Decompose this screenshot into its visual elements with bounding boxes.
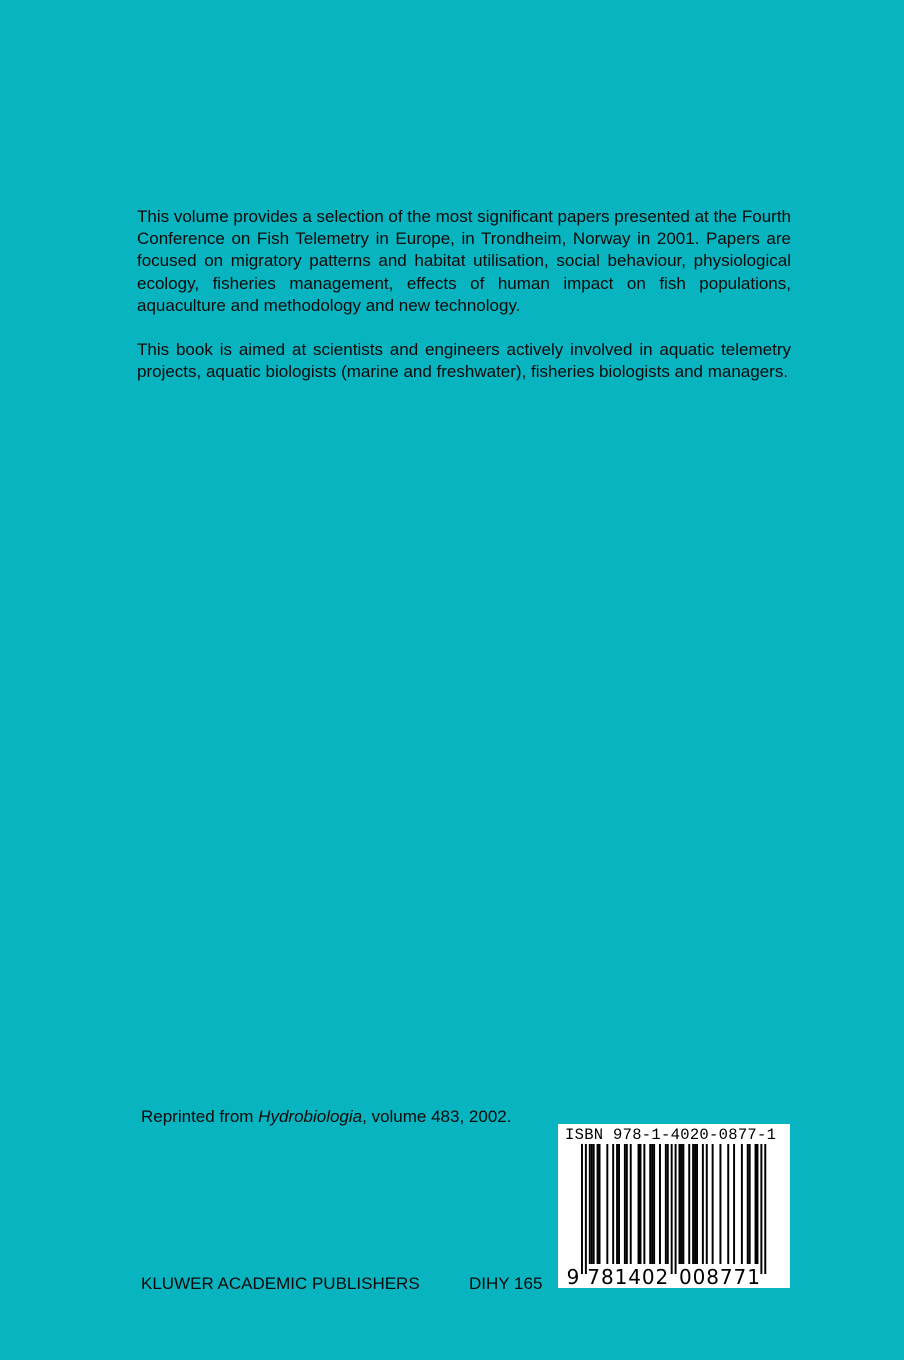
barcode-bar xyxy=(651,1144,653,1264)
series-code: DIHY 165 xyxy=(469,1274,543,1293)
barcode-bar xyxy=(653,1144,655,1264)
publisher-name: KLUWER ACADEMIC PUBLISHERS xyxy=(141,1274,420,1293)
barcode-bar xyxy=(667,1144,669,1264)
barcode-digit: 8 xyxy=(600,1265,614,1288)
barcode-bar xyxy=(741,1144,743,1264)
barcode-bar xyxy=(675,1144,677,1274)
barcode-bar xyxy=(606,1144,608,1264)
barcode-bar xyxy=(682,1144,684,1264)
barcode-bar xyxy=(692,1144,694,1264)
barcode-digit: 0 xyxy=(641,1265,655,1288)
barcode-bar xyxy=(764,1144,766,1274)
barcode-bar xyxy=(727,1144,729,1264)
barcode-digit: 7 xyxy=(733,1265,747,1288)
barcode-bar xyxy=(616,1144,618,1264)
reprint-prefix: Reprinted from xyxy=(141,1107,259,1126)
barcode-bar xyxy=(643,1144,645,1264)
barcode-bar xyxy=(712,1144,714,1264)
barcode-bar xyxy=(680,1144,682,1264)
barcode-digit: 4 xyxy=(628,1265,641,1288)
barcode-bar xyxy=(747,1144,749,1264)
barcode-digit: 1 xyxy=(614,1265,628,1288)
barcode-digit: 1 xyxy=(747,1265,760,1288)
isbn-label: ISBN 978-1-4020-0877-1 xyxy=(565,1126,777,1144)
barcode-bar xyxy=(694,1144,696,1264)
blurb xyxy=(137,206,791,405)
barcode-digit: 2 xyxy=(655,1265,669,1288)
barcode-digit: 0 xyxy=(678,1265,692,1288)
barcode-digit: 9 xyxy=(566,1265,580,1288)
barcode-bar xyxy=(589,1144,591,1264)
barcode-bar xyxy=(593,1144,595,1264)
barcode-bar xyxy=(581,1144,583,1274)
barcode-bar xyxy=(755,1144,757,1264)
barcode-bar xyxy=(624,1144,626,1264)
barcode xyxy=(558,1124,790,1288)
barcode-bar xyxy=(599,1144,601,1264)
reprint-note xyxy=(141,1106,511,1128)
barcode-bar xyxy=(659,1144,661,1264)
barcode-bar xyxy=(688,1144,690,1264)
barcode-bar xyxy=(719,1144,721,1264)
barcode-bar xyxy=(679,1144,681,1264)
barcode-bar xyxy=(757,1144,759,1264)
barcode-bar xyxy=(591,1144,593,1264)
barcode-bar xyxy=(640,1144,642,1264)
barcode-digit: 7 xyxy=(587,1265,601,1288)
barcode-bar xyxy=(630,1144,632,1264)
barcode-digit: 8 xyxy=(706,1265,719,1288)
barcode-bar xyxy=(665,1144,667,1264)
barcode-bar xyxy=(597,1144,599,1264)
barcode-digit: 7 xyxy=(719,1265,733,1288)
barcode-bar xyxy=(702,1144,704,1264)
barcode-bar xyxy=(671,1144,673,1274)
barcode-bar xyxy=(696,1144,698,1264)
barcode-bar xyxy=(749,1144,751,1264)
barcode-bar xyxy=(618,1144,620,1264)
barcode-bar xyxy=(649,1144,651,1264)
barcode-bar xyxy=(612,1144,614,1264)
blurb-paragraph-1: This volume provides a selection of the most significant papers presented at the Fourth Conference on Fish Telemetry in Europe, in Trondheim, Norway in 2001. Papers are focused on migratory patterns and habitat utilisation, social behaviour, physiological ecology, fisheries management, effects of human impact on fish populations, aquaculture and methodology and new technology. xyxy=(137,207,791,315)
barcode-digit: 0 xyxy=(692,1265,706,1288)
blurb-paragraph-2: This book is aimed at scientists and engineers actively involved in aquatic telemetry projects, aquatic biologists (marine and freshwater), fisheries biologists and managers. xyxy=(137,340,791,382)
barcode-bar xyxy=(626,1144,628,1264)
barcode-bar xyxy=(760,1144,762,1274)
reprint-suffix: , volume 483, 2002. xyxy=(362,1107,512,1126)
barcode-graphic xyxy=(558,1124,790,1288)
barcode-bar xyxy=(706,1144,708,1264)
barcode-bar xyxy=(638,1144,640,1264)
barcode-bar xyxy=(733,1144,735,1264)
barcode-bar xyxy=(585,1144,587,1274)
journal-name: Hydrobiologia xyxy=(258,1107,363,1126)
